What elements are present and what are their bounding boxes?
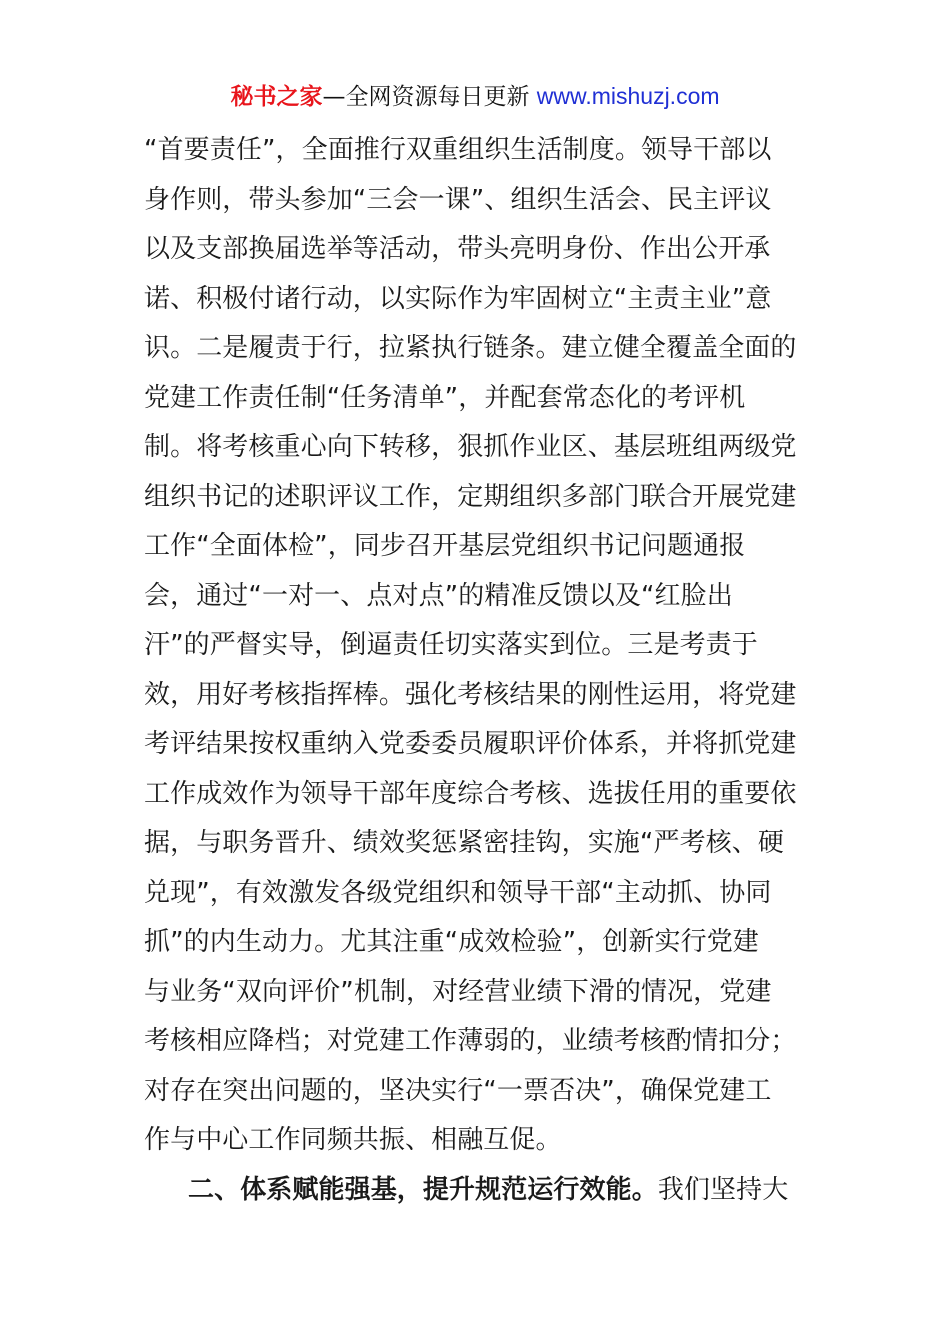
body-line: 组织书记的述职评议工作，定期组织多部门联合开展党建 (144, 481, 797, 512)
body-line: 考核相应降档；对党建工作薄弱的，业绩考核酌情扣分； (144, 1026, 797, 1056)
body-line: 与业务“双向评价”机制，对经营业绩下滑的情况，党建 (144, 976, 772, 1007)
body-line: 以及支部换届选举等活动，带头亮明身份、作出公开承 (144, 234, 771, 264)
document-body (144, 126, 812, 1215)
body-line: 党建工作责任制“任务清单”，并配套常态化的考评机 (144, 382, 746, 413)
body-line: 抓”的内生动力。尤其注重“成效检验”，创新实行党建 (144, 927, 759, 957)
site-tagline: —全网资源每日更新 (322, 84, 530, 110)
section-heading-continuation: 我们坚持大 (657, 1174, 789, 1205)
body-line: 工作成效作为领导干部年度综合考核、选拔任用的重要依 (144, 778, 797, 809)
body-line: 据，与职务晋升、绩效奖惩紧密挂钩，实施“严考核、硬 (144, 828, 784, 858)
body-line: 工作“全面体检”，同步召开基层党组织书记问题通报 (144, 531, 746, 561)
site-header (0, 80, 950, 113)
body-line: 对存在突出问题的，坚决实行“一票否决”，确保党建工 (144, 1075, 772, 1106)
site-brand: 秘书之家 (230, 84, 323, 110)
body-line: 身作则，带头参加“三会一课”、组织生活会、民主评议 (144, 184, 772, 215)
site-url-link[interactable]: www.mishuzj.com (536, 83, 720, 109)
section-heading: 二、体系赋能强基，提升规范运行效能。 (188, 1174, 658, 1205)
body-line: 识。二是履责于行，拉紧执行链条。建立健全覆盖全面的 (144, 333, 797, 363)
body-line: 诺、积极付诸行动，以实际作为牢固树立“主责主业”意 (144, 283, 772, 314)
body-line: 兑现”，有效激发各级党组织和领导干部“主动抓、协同 (144, 877, 772, 908)
body-line: 效，用好考核指挥棒。强化考核结果的刚性运用，将党建 (144, 679, 797, 710)
body-line: 汗”的严督实导，倒逼责任切实落实到位。三是考责于 (144, 630, 758, 660)
body-line: “首要责任”，全面推行双重组织生活制度。领导干部以 (144, 135, 772, 165)
body-line: 会，通过“一对一、点对点”的精准反馈以及“红脸出 (144, 580, 733, 611)
body-line: 制。将考核重心向下转移，狠抓作业区、基层班组两级党 (144, 432, 797, 462)
body-line: 考评结果按权重纳入党委委员履职评价体系，并将抓党建 (144, 729, 797, 759)
section-heading-line (144, 1166, 812, 1216)
body-line: 作与中心工作同频共振、相融互促。 (144, 1125, 562, 1155)
